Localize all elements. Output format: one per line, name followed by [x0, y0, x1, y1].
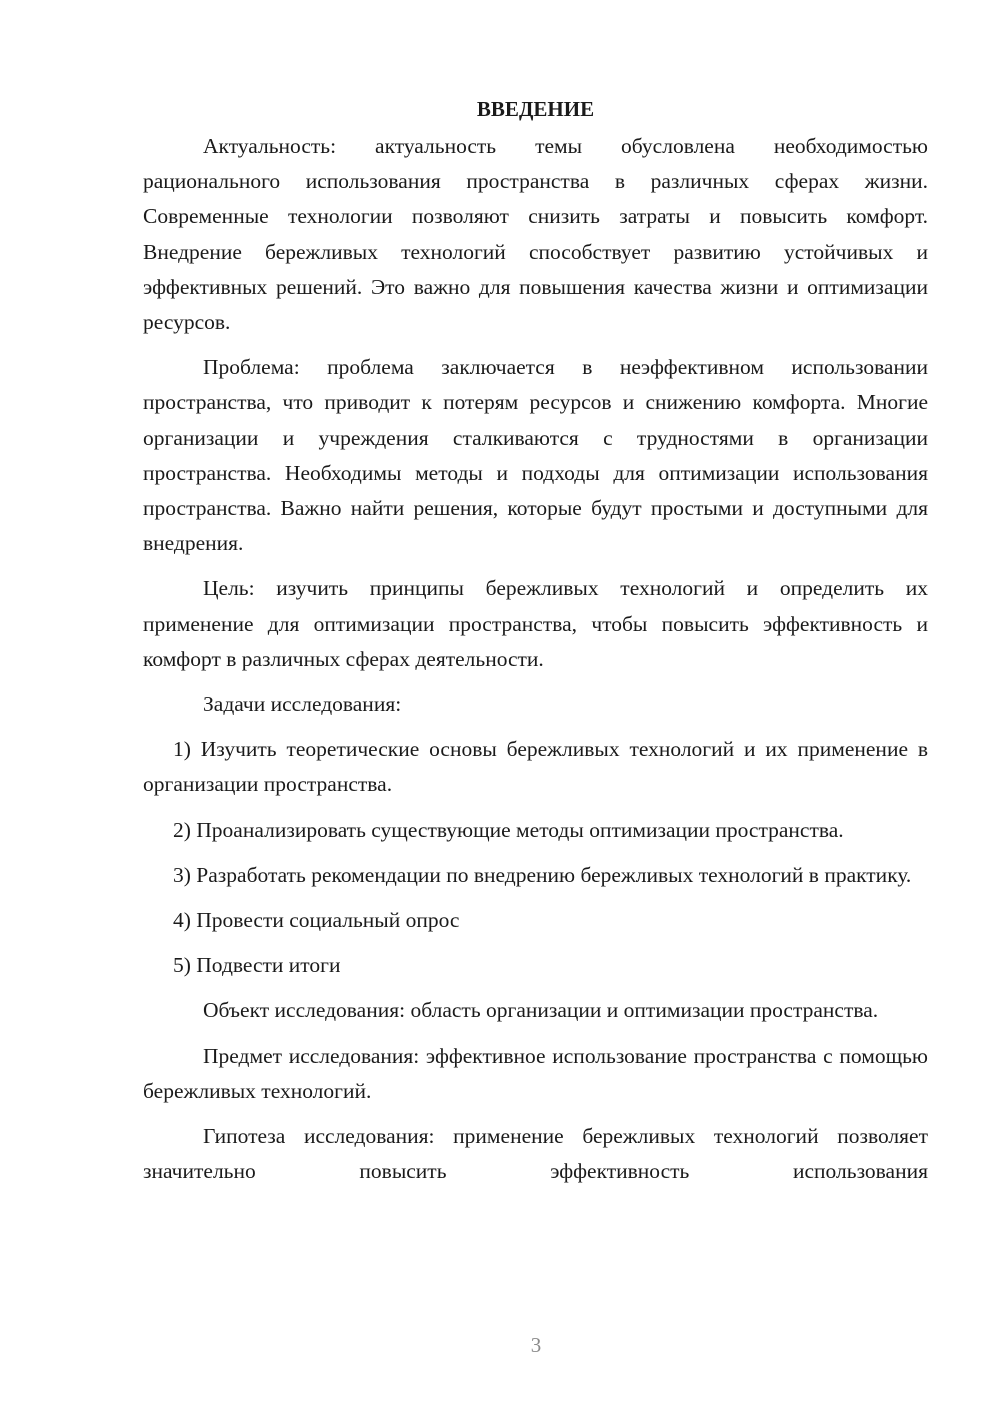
task-item-2: 2) Проанализировать существующие методы оптимизации пространства.	[173, 817, 844, 842]
paragraph-hypothesis: Гипотеза исследования: применение бережливых технологий позволяет значительно повысить эффективность использования	[143, 1124, 928, 1184]
page-number: 3	[530, 1333, 542, 1357]
task-item-1: 1) Изучить теоретические основы бережливых технологий и их применение в организации пространства.	[143, 737, 928, 797]
section-heading: ВВЕДЕНИЕ	[476, 97, 595, 121]
paragraph-object: Объект исследования: область организации и оптимизации пространства.	[203, 998, 879, 1023]
task-item-4: 4) Провести социальный опрос	[173, 908, 460, 933]
paragraph-relevance: Актуальность: актуальность темы обусловлена необходимостью рационального использования пространства в различных сферах жизни. Современные технологии позволяют снизить затраты и повысить комфорт. Внедрение бережливых технологий способствует развитию устойчивых и эффективных решений. Это важно для повышения качества жизни и оптимизации ресурсов.	[143, 134, 928, 335]
tasks-title: Задачи исследования:	[203, 692, 402, 717]
paragraph-goal: Цель: изучить принципы бережливых технологий и определить их применение для оптимизации пространства, чтобы повысить эффективность и комфорт в различных сферах деятельности.	[143, 576, 928, 671]
page-content	[143, 92, 928, 1189]
task-item-3: 3) Разработать рекомендации по внедрению бережливых технологий в практику.	[173, 862, 912, 887]
task-item-5: 5) Подвести итоги	[173, 953, 341, 978]
paragraph-problem: Проблема: проблема заключается в неэффективном использовании пространства, что приводит к потерям ресурсов и снижению комфорта. Многие организации и учреждения сталкиваются с трудностями в организации пространства. Необходимы методы и подходы для оптимизации использования пространства. Важно найти решения, которые будут простыми и доступными для внедрения.	[143, 355, 928, 556]
paragraph-subject: Предмет исследования: эффективное использование пространства с помощью бережливых технологий.	[143, 1043, 928, 1103]
